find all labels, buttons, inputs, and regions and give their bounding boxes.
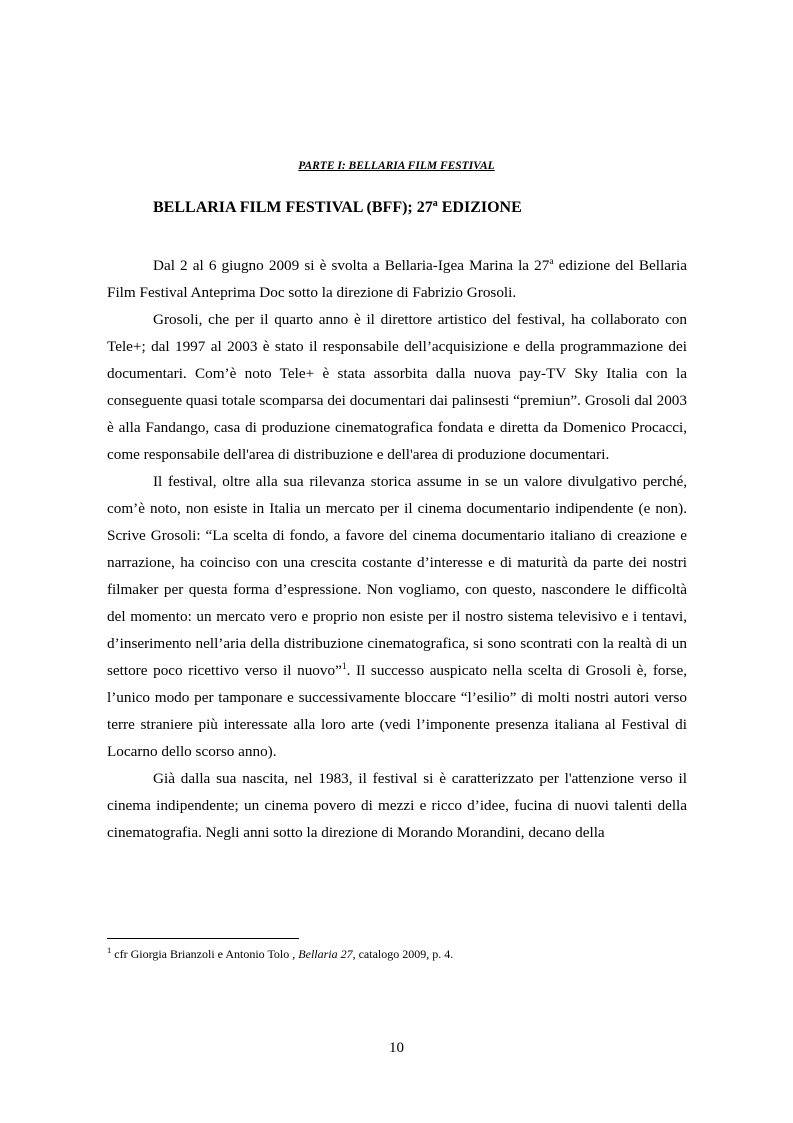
paragraph-3 bbox=[107, 468, 687, 765]
paragraph-1-end: edizione del Bellaria Film Festival Anteprima Doc sotto la direzione di Fabrizio Grosoli. bbox=[107, 257, 687, 301]
paragraph-2: Grosoli, che per il quarto anno è il direttore artistico del festival, ha collaborato con Tele+; dal 1997 al 2003 è stato il responsabile dell’acquisizione e della programmazione dei documentari. Com’è noto Tele+ è stata assorbita dalla nuova pay-TV Sky Italia con la conseguente quasi totale scomparsa dei documentari dai palinsesti “premiun”. Grosoli dal 2003 è alla Fandango, casa di produzione cinematografica fondata e diretta da Domenico Procacci, come responsabile dell'area di distribuzione e dell'area di produzione documentari. bbox=[107, 311, 687, 463]
page-number: 10 bbox=[389, 1040, 404, 1056]
paragraph-1 bbox=[107, 252, 687, 306]
body-text bbox=[107, 252, 687, 846]
paragraph-4: Già dalla sua nascita, nel 1983, il festival si è caratterizzato per l'attenzione verso il cinema indipendente; un cinema povero di mezzi e ricco d’idee, fucina di nuovi talenti della cinematografia. Negli anni sotto la direzione di Morando Morandini, decano della bbox=[107, 770, 687, 841]
part-title: PARTE I: BELLARIA FILM FESTIVAL bbox=[298, 160, 495, 172]
footnote-text-end: , catalogo 2009, p. 4. bbox=[352, 947, 454, 961]
footnote-text: cfr Giorgia Brianzoli e Antonio Tolo , bbox=[111, 947, 299, 961]
heading-text-end: EDIZIONE bbox=[437, 199, 522, 216]
footnote-divider bbox=[107, 938, 299, 939]
footnote-number: 1 bbox=[107, 945, 112, 955]
paragraph-3-end: . Il successo auspicato nella scelta di Grosoli è, forse, l’unico modo per tamponare e successivamente bloccare “l’esilio” di molti nostri autori verso terre straniere più interessate alla loro arte (vedi l’imponente presenza italiana al Festival di Locarno dello scorso anno). bbox=[107, 662, 688, 760]
footnote bbox=[107, 946, 687, 962]
paragraph-1-start: Dal 2 al 6 giugno 2009 si è svolta a Bellaria-Igea Marina la 27 bbox=[153, 257, 550, 274]
heading-superscript: a bbox=[432, 198, 438, 209]
paragraph-3-start: Il festival, oltre alla sua rilevanza storica assume in se un valore divulgativo perché, com’è noto, non esiste in Italia un mercato per il cinema documentario indipendente (e non). Scrive Grosoli: “La scelta di fondo, a favore del cinema documentario italiano di creazione e narrazione, ha coinciso con una crescita costante d’interesse e di maturità da parte dei nostri filmaker per questa forma d’espressione. Non vogliamo, con questo, nascondere le difficoltà del momento: un mercato vero e proprio non esiste per il nostro sistema televisivo e i tentavi, d’inserimento nell’aria della distribuzione cinematografica, si sono scontrati con la realtà di un settore poco ricettivo verso il nuovo” bbox=[107, 473, 687, 679]
footnote-reference: 1 bbox=[341, 662, 347, 672]
paragraph-1-superscript: a bbox=[549, 257, 554, 267]
heading-text: BELLARIA FILM FESTIVAL (BFF); 27 bbox=[153, 199, 433, 216]
footnote-title: Bellaria 27 bbox=[298, 947, 353, 961]
section-heading bbox=[153, 198, 522, 218]
